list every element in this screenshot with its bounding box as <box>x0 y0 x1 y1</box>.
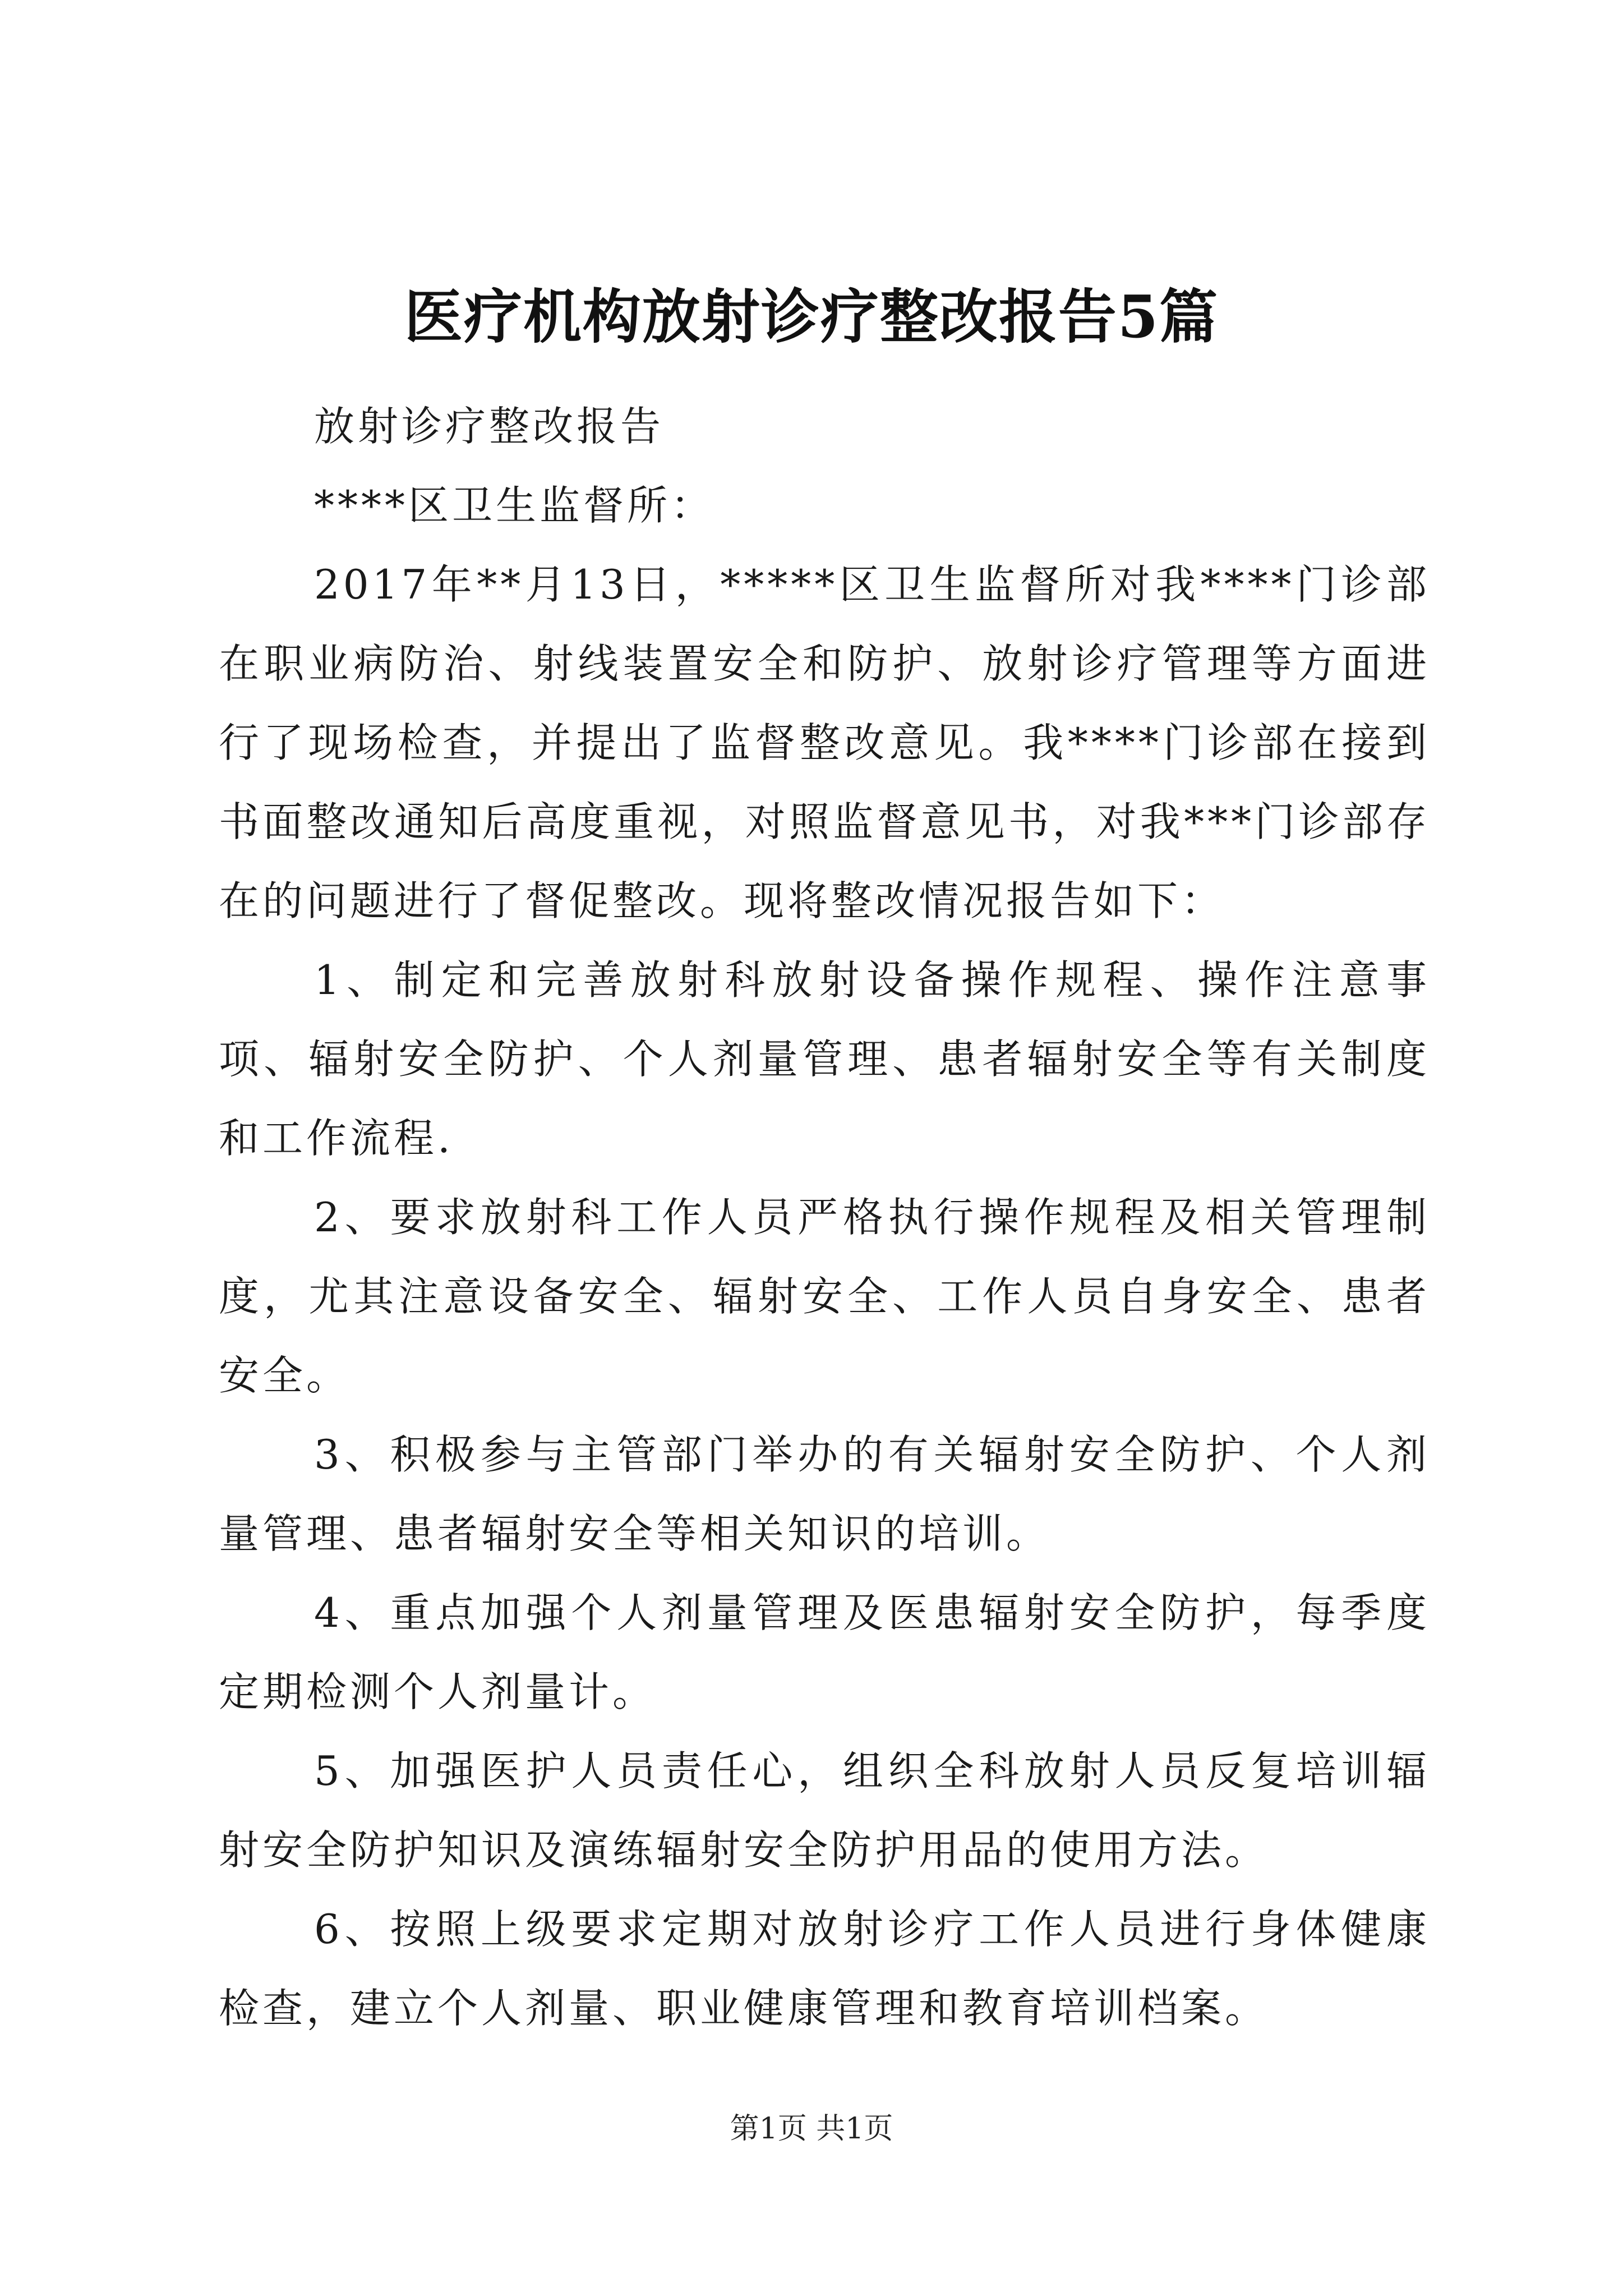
paragraph-intro: 2017年**月13日，*****区卫生监督所对我****门诊部在职业病防治、射线装置安全和防护、放射诊疗管理等方面进行了现场检查，并提出了监督整改意见。我****门诊部在接到书面整改通知后高度重视，对照监督意见书，对我***门诊部存在的问题进行了督促整改。现将整改情况报告如下： <box>219 561 1430 924</box>
document-subtitle: 放射诊疗整改报告 <box>314 403 665 450</box>
paragraph-item-1: 1、制定和完善放射科放射设备操作规程、操作注意事项、辐射安全防护、个人剂量管理、患者辐射安全等有关制度和工作流程. <box>219 956 1430 1162</box>
paragraph-item-5: 5、加强医护人员责任心，组织全科放射人员反复培训辐射安全防护知识及演练辐射安全防护用品的使用方法。 <box>219 1747 1430 1874</box>
document-body <box>219 387 1430 2048</box>
salutation: ****区卫生监督所： <box>314 482 715 529</box>
paragraph-item-2: 2、要求放射科工作人员严格执行操作规程及相关管理制度，尤其注意设备安全、辐射安全、工作人员自身安全、患者安全。 <box>219 1194 1430 1399</box>
document-title: 医疗机构放射诊疗整改报告5篇 <box>404 282 1219 351</box>
paragraph-item-6: 6、按照上级要求定期对放射诊疗工作人员进行身体健康检查，建立个人剂量、职业健康管理和教育培训档案。 <box>219 1906 1430 2032</box>
page-number-footer: 第1页 共1页 <box>730 2112 893 2146</box>
paragraph-item-4: 4、重点加强个人剂量管理及医患辐射安全防护，每季度定期检测个人剂量计。 <box>219 1589 1430 1715</box>
paragraph-item-3: 3、积极参与主管部门举办的有关辐射安全防护、个人剂量管理、患者辐射安全等相关知识的培训。 <box>219 1431 1430 1557</box>
